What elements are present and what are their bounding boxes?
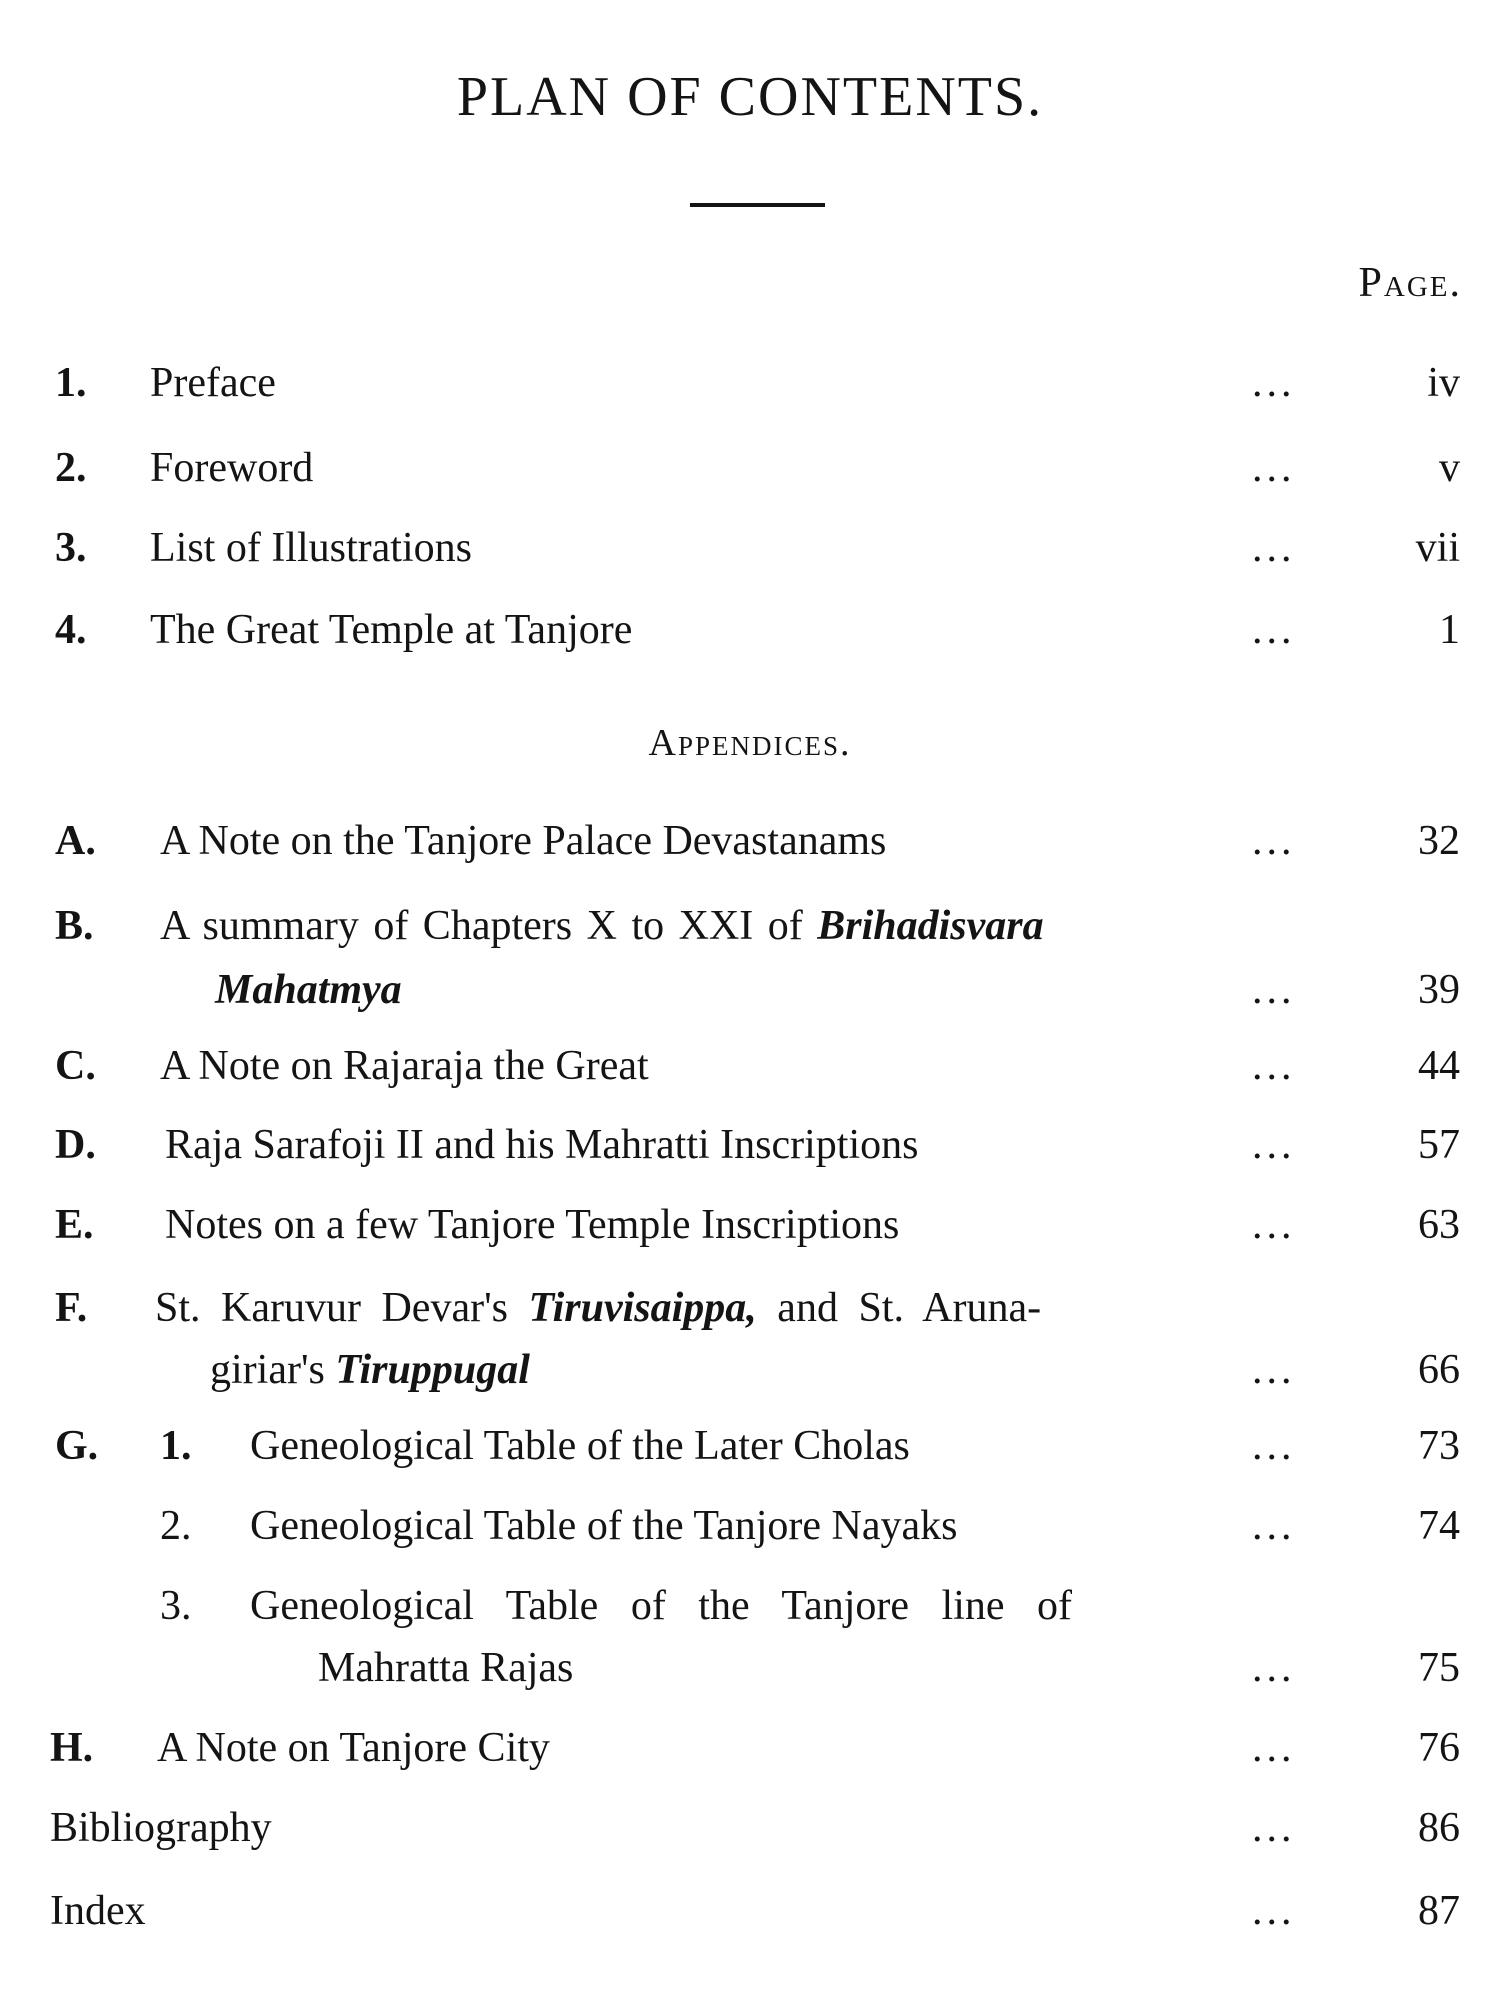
entry-label-text: St. Karuvur Devar's <box>155 1285 508 1331</box>
entry-letter: C. <box>55 1043 96 1089</box>
leader-dots: ... <box>1252 607 1296 653</box>
leader-dots: ... <box>1252 818 1296 864</box>
entry-page: 39 <box>1418 967 1460 1013</box>
leader-dots: ... <box>1252 525 1296 571</box>
appendices-header: Appendices. <box>648 722 852 764</box>
entry-page: 32 <box>1418 818 1460 864</box>
leader-dots: ... <box>1252 1725 1296 1771</box>
entry-number: 2. <box>160 1503 192 1549</box>
leader-dots: ... <box>1252 967 1296 1013</box>
page-column-header: Page. <box>1358 260 1462 306</box>
entry-letter: A. <box>55 818 96 864</box>
entry-page: vii <box>1415 525 1460 571</box>
entry-label-line1 <box>155 1280 1041 1336</box>
page-title: PLAN OF CONTENTS. <box>456 66 1044 128</box>
leader-dots: ... <box>1252 1503 1296 1549</box>
entry-letter: H. <box>50 1725 94 1771</box>
entry-page: 74 <box>1418 1503 1460 1549</box>
entry-number: 3. <box>55 525 87 571</box>
entry-page: 73 <box>1418 1423 1460 1469</box>
entry-page: v <box>1439 445 1460 491</box>
entry-label-italic: Brihadisvara <box>817 903 1044 949</box>
leader-dots: ... <box>1252 1043 1296 1089</box>
leader-dots: ... <box>1252 1423 1296 1469</box>
entry-page: 75 <box>1418 1645 1460 1691</box>
entry-label: A Note on Rajaraja the Great <box>160 1043 649 1089</box>
entry-label: A Note on the Tanjore Palace Devastanams <box>160 818 887 864</box>
entry-letter: D. <box>55 1122 96 1168</box>
entry-label: A Note on Tanjore City <box>157 1725 550 1771</box>
leader-dots: ... <box>1252 360 1296 406</box>
entry-label-text: A summary of Chapters X to XXI of <box>160 903 803 949</box>
entry-label: The Great Temple at Tanjore <box>150 607 633 653</box>
entry-letter: G. <box>55 1423 99 1469</box>
entry-label: Preface <box>150 360 276 406</box>
leader-dots: ... <box>1252 445 1296 491</box>
entry-label-text: giriar's <box>210 1347 325 1393</box>
entry-number: 1. <box>55 360 87 406</box>
entry-page: 86 <box>1418 1805 1460 1851</box>
entry-letter: B. <box>55 903 94 949</box>
entry-letter: F. <box>55 1285 88 1331</box>
leader-dots: ... <box>1252 1347 1296 1393</box>
entry-number: 1. <box>160 1423 192 1469</box>
leader-dots: ... <box>1252 1888 1296 1934</box>
entry-page: 87 <box>1418 1888 1460 1934</box>
entry-number: 2. <box>55 445 87 491</box>
leader-dots: ... <box>1252 1202 1296 1248</box>
entry-page: 1 <box>1439 607 1460 653</box>
leader-dots: ... <box>1252 1805 1296 1851</box>
entry-label: Notes on a few Tanjore Temple Inscriptions <box>165 1202 900 1248</box>
entry-label-line2: Mahratta Rajas <box>318 1645 574 1691</box>
entry-label-italic: Tiruvisaippa, <box>528 1285 757 1331</box>
entry-label-italic: Tiruppugal <box>335 1347 530 1393</box>
entry-label: Raja Sarafoji II and his Mahratti Inscriptions <box>165 1122 919 1168</box>
entry-label: Index <box>50 1888 146 1934</box>
entry-page: 63 <box>1418 1202 1460 1248</box>
leader-dots: ... <box>1252 1645 1296 1691</box>
entry-page: 76 <box>1418 1725 1460 1771</box>
entry-label: Foreword <box>150 445 314 491</box>
entry-label-line1: Geneological Table of the Tanjore line of <box>250 1583 1072 1629</box>
entry-label-italic: Mahatmya <box>215 967 402 1013</box>
entry-label: List of Illustrations <box>150 525 472 571</box>
entry-page: iv <box>1427 360 1460 406</box>
entry-label-line2 <box>215 962 402 1018</box>
entry-page: 66 <box>1418 1347 1460 1393</box>
entry-label: Geneological Table of the Tanjore Nayaks <box>250 1503 958 1549</box>
entry-number: 4. <box>55 607 87 653</box>
leader-dots: ... <box>1252 1122 1296 1168</box>
entry-label-line1 <box>160 898 1044 954</box>
entry-label-line2 <box>210 1342 530 1398</box>
entry-page: 57 <box>1418 1122 1460 1168</box>
entry-number: 3. <box>160 1583 192 1629</box>
entry-page: 44 <box>1418 1043 1460 1089</box>
entry-label-text: and St. Aruna- <box>777 1285 1042 1331</box>
entry-label: Geneological Table of the Later Cholas <box>250 1423 910 1469</box>
entry-letter: E. <box>55 1202 94 1248</box>
title-rule <box>690 203 825 207</box>
entry-label: Bibliography <box>50 1805 272 1851</box>
